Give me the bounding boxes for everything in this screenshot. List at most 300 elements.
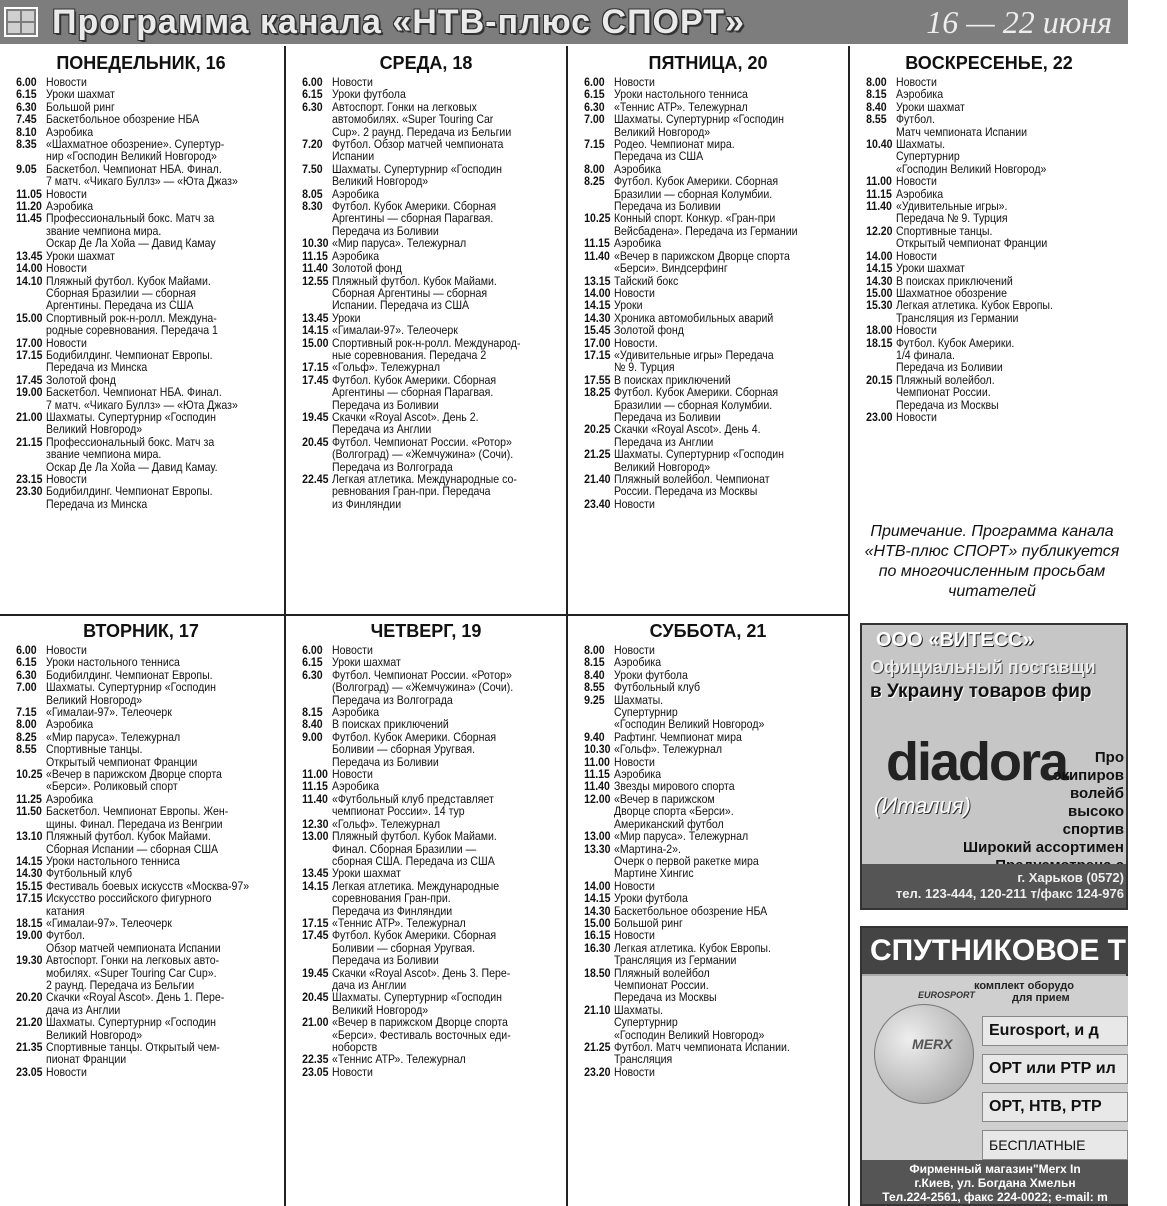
program-time: 8.55 <box>584 680 605 695</box>
package-box: Eurosport, и д <box>982 1016 1128 1046</box>
page-title: Программа канала «НТВ-плюс СПОРТ» <box>52 3 745 41</box>
program-title: Уроки футбола <box>614 891 688 906</box>
program-time: 18.00 <box>866 323 893 338</box>
program-title: Пляжный волейбол. Чемпионат России. Передача из Москвы <box>614 472 770 499</box>
dish-label: MERX <box>912 1036 953 1052</box>
program-title: Новости <box>614 285 655 300</box>
package-box: ОРТ или РТР ил <box>982 1054 1128 1084</box>
program-title: Уроки шахмат <box>332 866 401 881</box>
program-time: 23.40 <box>584 496 611 511</box>
program-list <box>288 76 564 510</box>
program-time: 10.25 <box>584 211 611 226</box>
program-time: 8.05 <box>302 186 323 201</box>
program-title: Уроки <box>614 298 643 313</box>
program-time: 11.05 <box>16 186 42 201</box>
grid-icon <box>4 7 38 37</box>
program-time: 23.05 <box>16 1064 43 1079</box>
ad-address: г.Киев, ул. Богдана Хмельн <box>914 1176 1076 1190</box>
day-title: ВТОРНИК, 17 <box>83 621 199 641</box>
program-time: 11.00 <box>866 174 892 189</box>
program-title: Искусство российского фигурного катания <box>46 891 212 918</box>
program-time: 17.15 <box>16 347 43 362</box>
advert-satellite <box>860 926 1167 1206</box>
program-title: «Удивительные игры». Передача № 9. Турция <box>896 199 1008 226</box>
program-time: 11.40 <box>584 779 610 794</box>
package-box: БЕСПЛАТНЫЕ <box>982 1130 1128 1160</box>
program-title: Шахматы. Супертурнир «Господин Великий Новгород» <box>332 161 502 189</box>
program-time: 8.15 <box>584 655 605 670</box>
program-time: 6.30 <box>16 667 37 682</box>
program-time: 9.05 <box>16 161 37 176</box>
program-time: 14.00 <box>584 285 611 300</box>
program-title: Новости <box>332 767 373 782</box>
program-title: Новости <box>332 1064 373 1079</box>
program-title: Баскетбол. Чемпионат Европы. Жен- щины. Финал. Передача из Венгрии <box>46 804 229 831</box>
program-title: «Вечер в парижском Дворце спорта «Берси». Роликовый спорт <box>46 767 222 794</box>
program-title: Конный спорт. Конкур. «Гран-при Вейсбадена». Передача из Германии <box>614 211 798 238</box>
day-title: СРЕДА, 18 <box>379 53 473 73</box>
program-time: 13.10 <box>16 829 43 844</box>
header-banner <box>0 0 1128 44</box>
program-title: Большой ринг <box>614 915 683 930</box>
program-time: 19.30 <box>16 953 43 968</box>
program-title: Пляжный волейбол. Чемпионат России. Передача из Москвы <box>896 372 999 412</box>
program-time: 14.00 <box>16 261 43 276</box>
program-list <box>570 644 846 1078</box>
program-time: 17.45 <box>302 928 329 943</box>
day-title: ПЯТНИЦА, 20 <box>648 53 768 73</box>
ad-country: (Италия) <box>874 793 971 818</box>
program-time: 10.30 <box>302 236 329 251</box>
program-time: 20.20 <box>16 990 43 1005</box>
program-list <box>2 644 280 1078</box>
program-title: Новости <box>614 643 655 657</box>
program-title: «Теннис АТР». Тележурнал <box>332 1052 466 1067</box>
program-title: Футбол. Кубок Америки. Сборная Боливии — сборная Уругвая. Передача из Боливии <box>332 928 497 968</box>
ad-contacts <box>862 1160 1128 1204</box>
program-time: 11.15 <box>302 779 328 794</box>
program-time: 9.25 <box>584 692 605 707</box>
program-title: Новости <box>46 75 87 89</box>
program-title: Легкая атлетика. Международные со- ревнования Гран-при. Передача из Финляндии <box>332 472 517 511</box>
program-title: Бодибилдинг. Чемпионат Европы. <box>46 667 213 682</box>
program-time: 17.15 <box>584 347 611 362</box>
program-title: Футбол. Кубок Америки. Сборная Аргентины — сборная Парагвая. Передача из Боливии <box>332 372 497 412</box>
program-time: 19.45 <box>302 409 329 424</box>
program-time: 8.25 <box>16 729 37 744</box>
day-title: ВОСКРЕСЕНЬЕ, 22 <box>905 53 1073 73</box>
program-time: 21.15 <box>16 434 43 449</box>
program-time: 11.50 <box>16 804 42 819</box>
program-time: 20.45 <box>302 990 329 1005</box>
ad-title: СПУТНИКОВОЕ ТЕЛ <box>862 928 1128 974</box>
program-time: 14.10 <box>16 273 43 288</box>
program-title: Легкая атлетика. Кубок Европы. Трансляция из Германии <box>614 940 771 968</box>
program-title: Шахматы. Супертурнир «Господин Великий Новгород» <box>614 112 784 139</box>
program-title: Футбол. Кубок Америки. Сборная Бразилии — сборная Колумбии. Передача из Боливии <box>614 385 779 424</box>
program-time: 21.00 <box>16 409 43 424</box>
program-list <box>2 76 280 510</box>
program-title: Новости <box>614 1064 655 1079</box>
program-title: Новости <box>332 643 373 657</box>
program-title: Тайский бокс <box>614 273 679 288</box>
day-sunday <box>852 50 1126 520</box>
program-list <box>852 76 1126 423</box>
program-time: 11.15 <box>302 248 328 263</box>
program-title: «Удивительные игры» Передача № 9. Турция <box>614 347 774 375</box>
program-title: Новости <box>614 754 655 769</box>
program-title: Шахматы. Супертурнир «Господин Великий Новгород» <box>614 692 765 732</box>
program-title: Новости <box>896 409 937 424</box>
program-time: 11.40 <box>866 199 892 214</box>
program-title: Новости <box>332 75 373 89</box>
program-title: Новости <box>46 261 87 276</box>
program-time: 10.30 <box>584 742 611 757</box>
program-title: «Шахматное обозрение». Супертур- нир «Господин Великий Новгород» <box>46 137 225 164</box>
program-time: 11.20 <box>16 199 42 214</box>
program-time: 11.40 <box>584 248 610 263</box>
program-time: 12.20 <box>866 223 893 238</box>
program-title: «Гольф». Тележурнал <box>332 816 441 831</box>
program-title: Уроки настольного тенниса <box>46 853 180 868</box>
program-time: 8.30 <box>302 199 323 214</box>
program-title: «Мартина-2». Очерк о первой ракетке мира Мартине Хингис <box>614 841 759 881</box>
program-title: Уроки настольного тенниса <box>46 655 180 670</box>
program-time: 18.15 <box>16 915 43 930</box>
program-time: 11.25 <box>16 791 42 806</box>
program-time: 8.25 <box>584 174 605 189</box>
program-time: 6.30 <box>16 99 37 114</box>
program-time: 18.50 <box>584 965 611 980</box>
program-title: Легкая атлетика. Кубок Европы. Трансляция из Германии <box>896 298 1053 325</box>
program-title: Фестиваль боевых искусств «Москва-97» <box>46 878 250 893</box>
program-title: Аэробика <box>896 186 944 201</box>
program-time: 11.15 <box>584 767 610 782</box>
program-time: 10.25 <box>16 767 43 782</box>
program-time: 15.00 <box>866 285 893 300</box>
program-time: 7.00 <box>584 112 605 127</box>
program-title: Скачки «Royal Ascot». День 3. Пере- дача из Англии <box>332 965 511 992</box>
program-title: Аэробика <box>332 779 380 794</box>
day-saturday <box>570 618 846 1204</box>
day-title: СУББОТА, 21 <box>649 621 767 641</box>
program-time: 21.20 <box>16 1015 43 1030</box>
program-title: Большой ринг <box>46 99 115 114</box>
program-time: 17.00 <box>584 335 611 350</box>
program-title: Новости <box>46 186 87 201</box>
program-title: Аэробика <box>46 199 94 214</box>
program-time: 7.20 <box>302 137 323 152</box>
program-title: Аэробика <box>614 161 662 176</box>
program-title: Уроки настольного тенниса <box>614 87 748 102</box>
ad-contacts <box>862 864 1126 908</box>
program-time: 8.40 <box>302 717 323 732</box>
day-wednesday <box>288 50 564 610</box>
program-title: Аэробика <box>614 236 662 251</box>
ad-line: в Украину товаров фир <box>870 681 1092 702</box>
program-title: В поисках приключений <box>896 273 1013 288</box>
program-time: 21.25 <box>584 1040 611 1054</box>
program-title: Спортивный рок-н-ролл. Международ- ные соревнования. Передача 2 <box>332 335 521 362</box>
program-title: Новости <box>46 335 87 350</box>
program-title: Уроки футбола <box>614 667 688 682</box>
ad-text: спортив <box>1062 821 1124 838</box>
program-time: 21.00 <box>302 1015 329 1030</box>
program-time: 17.55 <box>584 372 611 387</box>
program-title: Новости <box>896 75 937 89</box>
program-time: 13.00 <box>584 829 611 844</box>
program-title: «Теннис АТР». Тележурнал <box>614 99 748 114</box>
program-time: 16.15 <box>584 928 611 943</box>
program-title: «Гольф». Тележурнал <box>332 360 441 375</box>
day-monday <box>2 50 280 610</box>
program-time: 14.15 <box>584 298 611 313</box>
program-time: 14.30 <box>866 273 893 288</box>
program-title: Аэробика <box>614 655 662 670</box>
program-time: 6.30 <box>584 99 605 114</box>
ad-phones: Тел.224-2561, факс 224-0022; e-mail: m <box>882 1190 1108 1204</box>
program-time: 23.05 <box>302 1064 329 1079</box>
satellite-dish-icon <box>874 1004 974 1104</box>
program-title: «Гольф». Тележурнал <box>614 742 723 757</box>
program-time: 17.15 <box>302 915 329 930</box>
program-time: 10.40 <box>866 137 893 152</box>
program-title: Футбол. Матч чемпионата Испании <box>896 112 1028 139</box>
program-time: 6.15 <box>584 87 605 102</box>
program-title: Уроки шахмат <box>896 261 965 276</box>
program-time: 11.40 <box>302 261 328 276</box>
program-title: Аэробика <box>332 186 380 201</box>
program-time: 8.40 <box>584 667 605 682</box>
program-title: «Гималаи-97». Телеочерк <box>332 323 458 338</box>
program-title: Бодибилдинг. Чемпионат Европы. Передача из Минска <box>46 347 213 375</box>
program-time: 6.00 <box>302 643 323 657</box>
program-time: 15.00 <box>16 310 43 325</box>
ad-text: экипиров <box>1053 767 1124 784</box>
program-time: 13.45 <box>16 248 43 263</box>
program-title: Баскетбол. Чемпионат НБА. Финал. 7 матч. «Чикаго Буллз» — «Юта Джаз» <box>46 385 238 412</box>
program-time: 6.15 <box>16 655 37 670</box>
program-title: «Мир паруса». Тележурнал <box>614 829 749 844</box>
program-time: 11.15 <box>866 186 892 201</box>
program-title: Новости <box>46 1064 87 1079</box>
program-title: Уроки шахмат <box>46 87 115 102</box>
program-time: 14.15 <box>302 878 329 893</box>
program-time: 15.00 <box>302 335 329 350</box>
program-time: 21.35 <box>16 1040 43 1054</box>
program-title: «Футбольный клуб представляет чемпионат России». 14 тур <box>332 791 494 819</box>
ad-text: для прием <box>1012 992 1070 1004</box>
day-thursday <box>288 618 564 1204</box>
program-title: Футбол. Чемпионат России. «Ротор» (Волгоград) — «Жемчужина» (Сочи). Передача из Волгограда <box>332 434 514 474</box>
program-title: Пляжный футбол. Кубок Майами. Сборная Испании — сборная США <box>46 829 219 856</box>
program-title: Скачки «Royal Ascot». День 4. Передача из Англии <box>614 422 761 449</box>
program-title: Аэробика <box>614 767 662 782</box>
program-time: 19.00 <box>16 928 43 943</box>
diadora-logo: diadora <box>886 732 1068 792</box>
program-title: Пляжный волейбол Чемпионат России. Передача из Москвы <box>614 965 717 1005</box>
program-time: 11.15 <box>584 236 610 251</box>
program-title: Баскетбольное обозрение НБА <box>614 903 768 918</box>
program-time: 20.45 <box>302 434 329 449</box>
program-time: 13.00 <box>302 829 329 844</box>
program-title: Золотой фонд <box>332 261 402 276</box>
program-time: 17.45 <box>16 372 43 387</box>
column-divider <box>848 46 850 1206</box>
program-title: Шахматы. Супертурнир «Господин Великий Новгород» <box>614 1002 765 1042</box>
program-title: Пляжный футбол. Кубок Майами. Сборная Бразилии — сборная Аргентины. Передача из США <box>46 273 211 313</box>
program-time: 11.45 <box>16 211 42 226</box>
program-time: 9.00 <box>302 729 323 744</box>
program-title: Автоспорт. Гонки на легковых авто- мобилях. «Super Touring Car Cup». 2 раунд. Передача из Бельгии <box>46 953 220 992</box>
program-time: 8.00 <box>584 161 605 176</box>
program-time: 14.15 <box>16 853 43 868</box>
ad-body <box>862 976 1128 1162</box>
date-range: 16 — 22 июня <box>926 4 1112 40</box>
program-title: Родео. Чемпионат мира. Передача из США <box>614 137 735 164</box>
program-title: «Мир паруса». Тележурнал <box>46 729 181 744</box>
program-time: 21.25 <box>584 447 611 462</box>
ad-text: комплект оборудо <box>974 980 1074 992</box>
program-time: 22.35 <box>302 1052 329 1067</box>
program-time: 21.40 <box>584 472 611 486</box>
program-time: 15.45 <box>584 323 611 338</box>
ad-phones: тел. 123-444, 120-211 т/факс 124-976 <box>895 886 1124 901</box>
program-list <box>570 76 846 510</box>
program-title: Футбол. Чемпионат России. «Ротор» (Волгоград) — «Жемчужина» (Сочи). Передача из Волгограда <box>332 667 514 707</box>
ad-text: высоко <box>1067 803 1124 820</box>
program-title: «Гималаи-97». Телеочерк <box>46 915 172 930</box>
program-time: 14.15 <box>866 261 893 276</box>
program-title: Хроника автомобильных аварий <box>614 310 774 325</box>
program-title: «Гималаи-97». Телеочерк <box>46 705 172 720</box>
ad-company: ООО «ВИТЕСС» <box>876 629 1034 651</box>
program-title: Новости <box>46 472 87 486</box>
program-time: 12.55 <box>302 273 329 288</box>
program-title: Звезды мирового спорта <box>614 779 735 794</box>
program-time: 23.15 <box>16 472 43 486</box>
program-title: Аэробика <box>332 248 380 263</box>
program-title: Шахматы. Супертурнир «Господин Великий Новгород» <box>46 680 216 707</box>
program-title: Новости <box>46 643 87 657</box>
program-time: 21.10 <box>584 1002 611 1017</box>
program-title: Профессиональный бокс. Матч за звание чемпиона мира. Оскар Де Ла Хойа — Давид Камау <box>46 211 216 251</box>
program-time: 17.15 <box>302 360 329 375</box>
program-time: 6.00 <box>302 75 323 89</box>
program-title: Баскетбольное обозрение НБА <box>46 112 200 127</box>
program-title: Новости <box>614 928 655 943</box>
program-time: 11.00 <box>302 767 328 782</box>
program-title: Футбол. Кубок Америки. Сборная Боливии — сборная Уругвая. Передача из Боливии <box>332 729 497 769</box>
program-title: «Вечер в парижском Дворце спорта «Берси». Американский футбол <box>614 791 734 831</box>
program-title: Золотой фонд <box>614 323 684 338</box>
program-title: Золотой фонд <box>46 372 116 387</box>
program-title: Аэробика <box>46 124 94 139</box>
ad-shop: Фирменный магазин"Merx In <box>909 1162 1081 1176</box>
program-title: Рафтинг. Чемпионат мира <box>614 729 742 744</box>
program-time: 14.00 <box>866 248 893 263</box>
program-time: 23.20 <box>584 1064 611 1079</box>
program-time: 15.00 <box>584 915 611 930</box>
program-title: Баскетбол. Чемпионат НБА. Финал. 7 матч. «Чикаго Буллз» — «Юта Джаз» <box>46 161 238 189</box>
program-time: 6.00 <box>584 75 605 89</box>
program-time: 14.30 <box>16 866 43 881</box>
ad-line: Официальный поставщи <box>870 657 1096 677</box>
program-title: «Вечер в парижском Дворце спорта «Берси». Фестиваль восточных еди- ноборств <box>332 1015 511 1054</box>
program-time: 15.15 <box>16 878 43 893</box>
program-title: Скачки «Royal Ascot». День 2. Передача из Англии <box>332 409 479 437</box>
program-title: Шахматное обозрение <box>896 285 1007 300</box>
program-title: Шахматы. Супертурнир «Господин Великий Новгород» <box>614 447 784 474</box>
program-time: 8.00 <box>866 75 887 89</box>
program-time: 18.25 <box>584 385 611 400</box>
program-time: 11.00 <box>584 754 610 769</box>
program-time: 8.55 <box>866 112 887 127</box>
program-title: Футбол. Обзор матчей чемпионата Испании <box>332 137 504 164</box>
program-title: В поисках приключений <box>614 372 731 387</box>
package-box: ОРТ, НТВ, РТР <box>982 1092 1128 1122</box>
program-time: 15.30 <box>866 298 893 313</box>
program-title: Футбол. Матч чемпионата Испании. Трансляция <box>614 1040 790 1067</box>
program-title: Новости <box>896 248 937 263</box>
program-time: 9.40 <box>584 729 605 744</box>
program-time: 17.15 <box>16 891 43 906</box>
program-time: 13.45 <box>302 866 329 881</box>
program-title: Новости <box>896 323 937 338</box>
program-time: 6.00 <box>16 643 37 657</box>
program-title: Скачки «Royal Ascot». День 1. Пере- дача из Англии <box>46 990 225 1017</box>
day-title: ЧЕТВЕРГ, 19 <box>370 621 482 641</box>
program-time: 18.15 <box>866 335 893 350</box>
program-title: Аэробика <box>896 87 944 102</box>
program-title: Автоспорт. Гонки на легковых автомобилях. «Super Touring Car Cup». 2 раунд. Передача из Бельгии <box>332 99 512 139</box>
program-time: 8.10 <box>16 124 37 139</box>
program-time: 7.15 <box>16 705 37 720</box>
program-time: 23.30 <box>16 484 43 499</box>
program-time: 14.30 <box>584 310 611 325</box>
program-title: Уроки <box>332 310 361 325</box>
program-title: Спортивные танцы. Открытый чем- пионат Франции <box>46 1040 220 1067</box>
program-time: 16.30 <box>584 940 611 955</box>
program-title: Уроки шахмат <box>46 248 115 263</box>
program-title: Футбол. Обзор матчей чемпионата Испании <box>46 928 221 955</box>
ad-text: Широкий ассортимен <box>963 839 1124 856</box>
program-time: 6.15 <box>302 87 323 102</box>
eurosport-logo: EUROSPORT <box>918 990 975 1000</box>
program-title: «Теннис АТР». Тележурнал <box>332 915 466 930</box>
program-title: Спортивный рок-н-ролл. Междуна- родные соревнования. Передача 1 <box>46 310 218 338</box>
day-tuesday <box>2 618 280 1204</box>
program-title: Новости <box>614 496 655 511</box>
program-time: 8.00 <box>584 643 605 657</box>
program-time: 7.50 <box>302 161 323 176</box>
program-time: 22.45 <box>302 472 329 486</box>
program-time: 6.30 <box>302 667 323 682</box>
program-title: Футбольный клуб <box>46 866 133 881</box>
program-time: 12.30 <box>302 816 329 831</box>
program-title: «Вечер в парижском Дворце спорта «Берси». Виндсерфинг <box>614 248 790 276</box>
program-time: 14.15 <box>584 891 611 906</box>
program-title: Пляжный футбол. Кубок Майами. Сборная Аргентины — сборная Испании. Передача из США <box>332 273 497 313</box>
program-time: 14.15 <box>302 323 329 338</box>
ad-text: Про <box>1094 749 1124 766</box>
program-title: Уроки шахмат <box>896 99 965 114</box>
program-time: 8.15 <box>866 87 887 102</box>
program-title: Футбол. Кубок Америки. 1/4 финала. Передача из Боливии <box>896 335 1015 375</box>
program-time: 8.35 <box>16 137 37 152</box>
program-time: 13.15 <box>584 273 611 288</box>
program-time: 17.45 <box>302 372 329 387</box>
